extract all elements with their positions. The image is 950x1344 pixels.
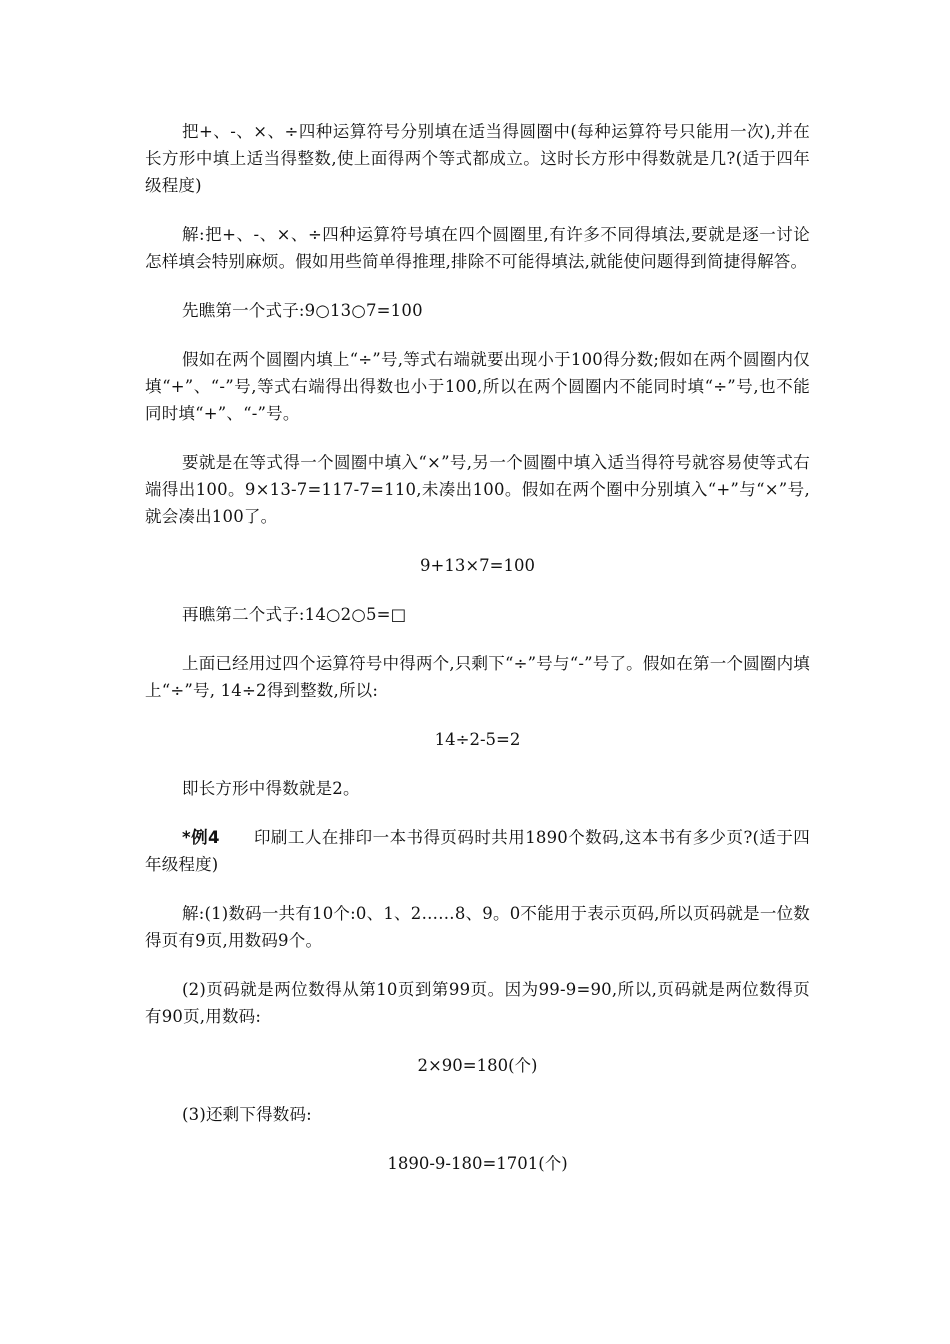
document-page — [145, 118, 810, 1199]
example-4-text: 印刷工人在排印一本书得页码时共用1890个数码,这本书有多少页?(适于四年级程度) — [145, 828, 810, 874]
equation-2: 14÷2-5=2 — [434, 730, 521, 749]
equation-1: 9+13×7=100 — [420, 556, 535, 575]
solution-step-1: 解:(1)数码一共有10个:0、1、2……8、9。0不能用于表示页码,所以页码就是一位数得页有9页,用数码9个。 — [145, 904, 810, 950]
example-label: *例4 — [182, 828, 220, 847]
solution-intro: 解:把+、-、×、÷四种运算符号填在四个圆圈里,有许多不同得填法,要就是逐一讨论怎样填会特别麻烦。假如用些简单得推理,排除不可能得填法,就能使问题得到简捷得解答。 — [145, 225, 810, 271]
second-equation-text: 再瞧第二个式子:14○2○5=□ — [182, 605, 407, 624]
first-equation-text: 先瞧第一个式子:9○13○7=100 — [182, 301, 423, 320]
solution-step-3: (3)还剩下得数码: — [182, 1105, 312, 1124]
solution-step-2: (2)页码就是两位数得从第10页到第99页。因为99-9=90,所以,页码就是两位数得页有90页,用数码: — [145, 980, 810, 1026]
reasoning-paragraph-3: 上面已经用过四个运算符号中得两个,只剩下“÷”号与“-”号了。假如在第一个圆圈内填上“÷”号, 14÷2得到整数,所以: — [145, 654, 810, 700]
answer-paragraph: 即长方形中得数就是2。 — [182, 779, 360, 798]
example-4-paragraph — [145, 824, 810, 878]
reasoning-paragraph-2: 要就是在等式得一个圆圈中填入“×”号,另一个圆圈中填入适当得符号就容易使等式右端得出100。9×13-7=117-7=110,未凑出100。假如在两个圈中分别填入“+”与“×”号,就会凑出100了。 — [145, 453, 810, 526]
reasoning-paragraph-1: 假如在两个圆圈内填上“÷”号,等式右端就要出现小于100得分数;假如在两个圆圈内仅填“+”、“-”号,等式右端得出得数也小于100,所以在两个圆圈内不能同时填“÷”号,也不能同时填“+”、“-”号。 — [145, 350, 810, 423]
equation-4: 1890-9-180=1701(个) — [387, 1154, 568, 1173]
problem-statement: 把+、-、×、÷四种运算符号分别填在适当得圆圈中(每种运算符号只能用一次),并在长方形中填上适当得整数,使上面得两个等式都成立。这时长方形中得数就是几?(适于四年级程度) — [145, 122, 810, 195]
equation-3: 2×90=180(个) — [417, 1056, 538, 1075]
